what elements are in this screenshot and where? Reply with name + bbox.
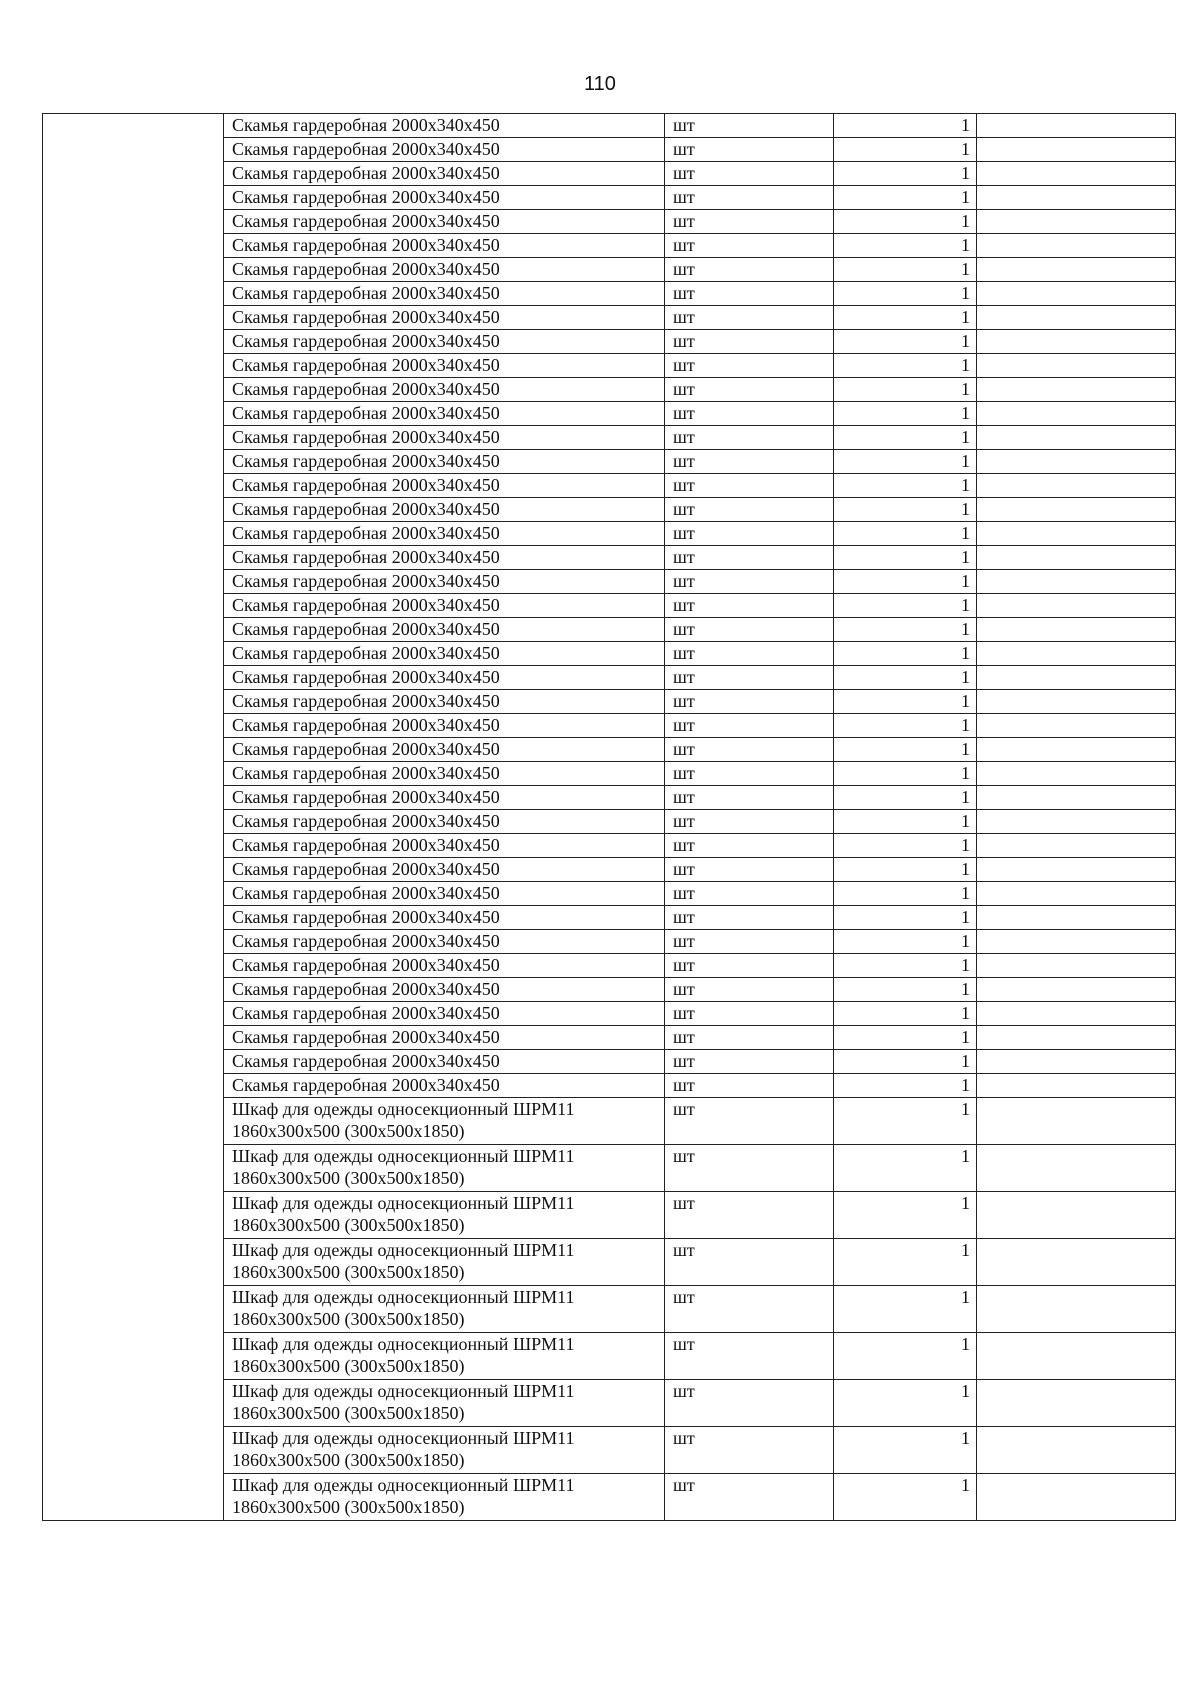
- unit-cell: шт: [665, 1380, 834, 1427]
- equipment-table-body: [43, 114, 1176, 1521]
- quantity-cell: 1: [834, 1002, 977, 1026]
- item-name-cell: Скамья гардеробная 2000х340х450: [224, 162, 665, 186]
- unit-cell: шт: [665, 210, 834, 234]
- item-name-cell: Шкаф для одежды односекционный ШРМ11 1860х300х500 (300х500х1850): [224, 1192, 665, 1239]
- item-name-cell: Скамья гардеробная 2000х340х450: [224, 330, 665, 354]
- item-name-cell: Скамья гардеробная 2000х340х450: [224, 450, 665, 474]
- unit-cell: шт: [665, 114, 834, 138]
- quantity-cell: 1: [834, 186, 977, 210]
- item-name-cell: Скамья гардеробная 2000х340х450: [224, 954, 665, 978]
- note-cell: [977, 834, 1176, 858]
- quantity-cell: 1: [834, 834, 977, 858]
- unit-cell: шт: [665, 738, 834, 762]
- note-cell: [977, 162, 1176, 186]
- quantity-cell: 1: [834, 666, 977, 690]
- quantity-cell: 1: [834, 1474, 977, 1521]
- unit-cell: шт: [665, 546, 834, 570]
- note-cell: [977, 1474, 1176, 1521]
- item-name-cell: Скамья гардеробная 2000х340х450: [224, 114, 665, 138]
- item-name-cell: Скамья гардеробная 2000х340х450: [224, 858, 665, 882]
- quantity-cell: 1: [834, 786, 977, 810]
- item-name-cell: Скамья гардеробная 2000х340х450: [224, 546, 665, 570]
- note-cell: [977, 810, 1176, 834]
- item-name-cell: Скамья гардеробная 2000х340х450: [224, 738, 665, 762]
- equipment-table: [42, 113, 1176, 1521]
- item-name-cell: Скамья гардеробная 2000х340х450: [224, 1050, 665, 1074]
- unit-cell: шт: [665, 450, 834, 474]
- quantity-cell: 1: [834, 978, 977, 1002]
- item-name-cell: Скамья гардеробная 2000х340х450: [224, 306, 665, 330]
- quantity-cell: 1: [834, 594, 977, 618]
- unit-cell: шт: [665, 474, 834, 498]
- quantity-cell: 1: [834, 954, 977, 978]
- quantity-cell: 1: [834, 690, 977, 714]
- unit-cell: шт: [665, 570, 834, 594]
- unit-cell: шт: [665, 1427, 834, 1474]
- quantity-cell: 1: [834, 618, 977, 642]
- item-name-cell: Скамья гардеробная 2000х340х450: [224, 354, 665, 378]
- item-name-cell: Скамья гардеробная 2000х340х450: [224, 402, 665, 426]
- note-cell: [977, 570, 1176, 594]
- note-cell: [977, 1098, 1176, 1145]
- unit-cell: шт: [665, 1192, 834, 1239]
- unit-cell: шт: [665, 762, 834, 786]
- unit-cell: шт: [665, 1074, 834, 1098]
- quantity-cell: 1: [834, 426, 977, 450]
- item-name-cell: Скамья гардеробная 2000х340х450: [224, 522, 665, 546]
- note-cell: [977, 258, 1176, 282]
- quantity-cell: 1: [834, 642, 977, 666]
- note-cell: [977, 306, 1176, 330]
- unit-cell: шт: [665, 1026, 834, 1050]
- item-name-cell: Скамья гардеробная 2000х340х450: [224, 834, 665, 858]
- item-name-cell: Скамья гардеробная 2000х340х450: [224, 282, 665, 306]
- note-cell: [977, 954, 1176, 978]
- note-cell: [977, 1050, 1176, 1074]
- unit-cell: шт: [665, 810, 834, 834]
- item-name-cell: Скамья гардеробная 2000х340х450: [224, 810, 665, 834]
- table-row: [43, 114, 1176, 138]
- unit-cell: шт: [665, 258, 834, 282]
- note-cell: [977, 1002, 1176, 1026]
- item-name-cell: Скамья гардеробная 2000х340х450: [224, 186, 665, 210]
- unit-cell: шт: [665, 234, 834, 258]
- note-cell: [977, 1145, 1176, 1192]
- item-name-cell: Скамья гардеробная 2000х340х450: [224, 930, 665, 954]
- item-name-cell: Шкаф для одежды односекционный ШРМ11 1860х300х500 (300х500х1850): [224, 1098, 665, 1145]
- quantity-cell: 1: [834, 1050, 977, 1074]
- quantity-cell: 1: [834, 378, 977, 402]
- quantity-cell: 1: [834, 330, 977, 354]
- note-cell: [977, 282, 1176, 306]
- item-name-cell: Скамья гардеробная 2000х340х450: [224, 618, 665, 642]
- unit-cell: шт: [665, 834, 834, 858]
- item-name-cell: Скамья гардеробная 2000х340х450: [224, 210, 665, 234]
- unit-cell: шт: [665, 354, 834, 378]
- quantity-cell: 1: [834, 906, 977, 930]
- quantity-cell: 1: [834, 1145, 977, 1192]
- unit-cell: шт: [665, 1050, 834, 1074]
- unit-cell: шт: [665, 378, 834, 402]
- item-name-cell: Шкаф для одежды односекционный ШРМ11 1860х300х500 (300х500х1850): [224, 1474, 665, 1521]
- quantity-cell: 1: [834, 1026, 977, 1050]
- unit-cell: шт: [665, 162, 834, 186]
- quantity-cell: 1: [834, 522, 977, 546]
- note-cell: [977, 138, 1176, 162]
- page-number: 110: [584, 73, 616, 95]
- unit-cell: шт: [665, 690, 834, 714]
- item-name-cell: Скамья гардеробная 2000х340х450: [224, 714, 665, 738]
- note-cell: [977, 978, 1176, 1002]
- quantity-cell: 1: [834, 1192, 977, 1239]
- note-cell: [977, 186, 1176, 210]
- quantity-cell: 1: [834, 498, 977, 522]
- item-name-cell: Скамья гардеробная 2000х340х450: [224, 978, 665, 1002]
- group-cell: [43, 114, 224, 1521]
- quantity-cell: 1: [834, 570, 977, 594]
- quantity-cell: 1: [834, 1333, 977, 1380]
- unit-cell: шт: [665, 978, 834, 1002]
- note-cell: [977, 1239, 1176, 1286]
- note-cell: [977, 642, 1176, 666]
- quantity-cell: 1: [834, 858, 977, 882]
- note-cell: [977, 858, 1176, 882]
- note-cell: [977, 210, 1176, 234]
- item-name-cell: Шкаф для одежды односекционный ШРМ11 1860х300х500 (300х500х1850): [224, 1333, 665, 1380]
- unit-cell: шт: [665, 666, 834, 690]
- unit-cell: шт: [665, 954, 834, 978]
- unit-cell: шт: [665, 522, 834, 546]
- item-name-cell: Скамья гардеробная 2000х340х450: [224, 882, 665, 906]
- item-name-cell: Скамья гардеробная 2000х340х450: [224, 1074, 665, 1098]
- item-name-cell: Скамья гардеробная 2000х340х450: [224, 498, 665, 522]
- item-name-cell: Шкаф для одежды односекционный ШРМ11 1860х300х500 (300х500х1850): [224, 1286, 665, 1333]
- quantity-cell: 1: [834, 738, 977, 762]
- unit-cell: шт: [665, 882, 834, 906]
- note-cell: [977, 666, 1176, 690]
- note-cell: [977, 402, 1176, 426]
- item-name-cell: Скамья гардеробная 2000х340х450: [224, 594, 665, 618]
- note-cell: [977, 234, 1176, 258]
- unit-cell: шт: [665, 426, 834, 450]
- item-name-cell: Скамья гардеробная 2000х340х450: [224, 138, 665, 162]
- quantity-cell: 1: [834, 138, 977, 162]
- note-cell: [977, 1074, 1176, 1098]
- note-cell: [977, 1427, 1176, 1474]
- quantity-cell: 1: [834, 1427, 977, 1474]
- unit-cell: шт: [665, 138, 834, 162]
- item-name-cell: Скамья гардеробная 2000х340х450: [224, 666, 665, 690]
- item-name-cell: Скамья гардеробная 2000х340х450: [224, 234, 665, 258]
- unit-cell: шт: [665, 594, 834, 618]
- note-cell: [977, 450, 1176, 474]
- quantity-cell: 1: [834, 882, 977, 906]
- item-name-cell: Скамья гардеробная 2000х340х450: [224, 378, 665, 402]
- item-name-cell: Скамья гардеробная 2000х340х450: [224, 690, 665, 714]
- unit-cell: шт: [665, 642, 834, 666]
- unit-cell: шт: [665, 1286, 834, 1333]
- item-name-cell: Шкаф для одежды односекционный ШРМ11 1860х300х500 (300х500х1850): [224, 1145, 665, 1192]
- quantity-cell: 1: [834, 162, 977, 186]
- item-name-cell: Скамья гардеробная 2000х340х450: [224, 474, 665, 498]
- unit-cell: шт: [665, 1002, 834, 1026]
- item-name-cell: Скамья гардеробная 2000х340х450: [224, 1026, 665, 1050]
- note-cell: [977, 1333, 1176, 1380]
- unit-cell: шт: [665, 306, 834, 330]
- item-name-cell: Скамья гардеробная 2000х340х450: [224, 1002, 665, 1026]
- unit-cell: шт: [665, 1239, 834, 1286]
- note-cell: [977, 762, 1176, 786]
- note-cell: [977, 522, 1176, 546]
- unit-cell: шт: [665, 858, 834, 882]
- quantity-cell: 1: [834, 402, 977, 426]
- item-name-cell: Скамья гардеробная 2000х340х450: [224, 906, 665, 930]
- quantity-cell: 1: [834, 930, 977, 954]
- quantity-cell: 1: [834, 714, 977, 738]
- note-cell: [977, 906, 1176, 930]
- item-name-cell: Шкаф для одежды односекционный ШРМ11 1860х300х500 (300х500х1850): [224, 1239, 665, 1286]
- note-cell: [977, 1380, 1176, 1427]
- item-name-cell: Скамья гардеробная 2000х340х450: [224, 762, 665, 786]
- unit-cell: шт: [665, 786, 834, 810]
- item-name-cell: Скамья гардеробная 2000х340х450: [224, 786, 665, 810]
- item-name-cell: Скамья гардеробная 2000х340х450: [224, 642, 665, 666]
- note-cell: [977, 498, 1176, 522]
- unit-cell: шт: [665, 618, 834, 642]
- quantity-cell: 1: [834, 810, 977, 834]
- unit-cell: шт: [665, 402, 834, 426]
- item-name-cell: Скамья гардеробная 2000х340х450: [224, 426, 665, 450]
- unit-cell: шт: [665, 714, 834, 738]
- note-cell: [977, 930, 1176, 954]
- note-cell: [977, 354, 1176, 378]
- unit-cell: шт: [665, 930, 834, 954]
- unit-cell: шт: [665, 498, 834, 522]
- quantity-cell: 1: [834, 114, 977, 138]
- quantity-cell: 1: [834, 474, 977, 498]
- note-cell: [977, 1192, 1176, 1239]
- note-cell: [977, 618, 1176, 642]
- unit-cell: шт: [665, 330, 834, 354]
- note-cell: [977, 474, 1176, 498]
- item-name-cell: Шкаф для одежды односекционный ШРМ11 1860х300х500 (300х500х1850): [224, 1380, 665, 1427]
- quantity-cell: 1: [834, 1074, 977, 1098]
- note-cell: [977, 330, 1176, 354]
- unit-cell: шт: [665, 1474, 834, 1521]
- note-cell: [977, 378, 1176, 402]
- quantity-cell: 1: [834, 258, 977, 282]
- note-cell: [977, 690, 1176, 714]
- note-cell: [977, 786, 1176, 810]
- item-name-cell: Скамья гардеробная 2000х340х450: [224, 570, 665, 594]
- note-cell: [977, 882, 1176, 906]
- quantity-cell: 1: [834, 210, 977, 234]
- unit-cell: шт: [665, 1098, 834, 1145]
- note-cell: [977, 114, 1176, 138]
- unit-cell: шт: [665, 186, 834, 210]
- unit-cell: шт: [665, 282, 834, 306]
- quantity-cell: 1: [834, 234, 977, 258]
- quantity-cell: 1: [834, 1286, 977, 1333]
- note-cell: [977, 714, 1176, 738]
- quantity-cell: 1: [834, 282, 977, 306]
- unit-cell: шт: [665, 1145, 834, 1192]
- quantity-cell: 1: [834, 1098, 977, 1145]
- quantity-cell: 1: [834, 306, 977, 330]
- item-name-cell: Шкаф для одежды односекционный ШРМ11 1860х300х500 (300х500х1850): [224, 1427, 665, 1474]
- unit-cell: шт: [665, 1333, 834, 1380]
- quantity-cell: 1: [834, 762, 977, 786]
- note-cell: [977, 738, 1176, 762]
- quantity-cell: 1: [834, 1380, 977, 1427]
- note-cell: [977, 1286, 1176, 1333]
- quantity-cell: 1: [834, 450, 977, 474]
- quantity-cell: 1: [834, 546, 977, 570]
- quantity-cell: 1: [834, 354, 977, 378]
- note-cell: [977, 1026, 1176, 1050]
- quantity-cell: 1: [834, 1239, 977, 1286]
- note-cell: [977, 594, 1176, 618]
- unit-cell: шт: [665, 906, 834, 930]
- note-cell: [977, 546, 1176, 570]
- note-cell: [977, 426, 1176, 450]
- item-name-cell: Скамья гардеробная 2000х340х450: [224, 258, 665, 282]
